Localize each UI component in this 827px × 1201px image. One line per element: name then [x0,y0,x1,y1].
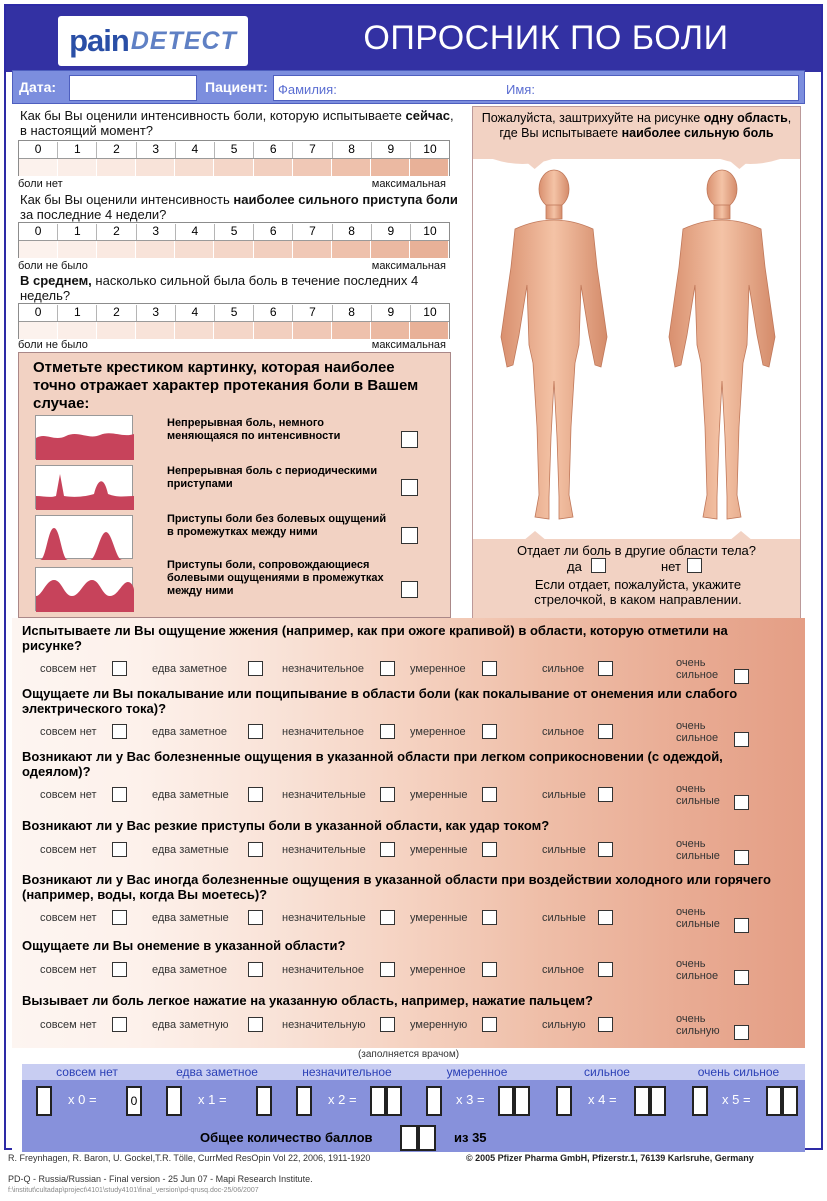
answer-checkbox[interactable] [380,962,395,977]
multiplier: x 4 = [588,1092,617,1107]
result-box[interactable] [386,1086,402,1116]
pattern-desc-4: Приступы боли, сопровождающиеся болевыми ощущениями в промежутках между ними [167,559,384,597]
answer-option-label: совсем нет [40,726,97,738]
multiplier: x 2 = [328,1092,357,1107]
answer-option-label: сильные [542,844,586,856]
answer-option-label: совсем нет [40,1019,97,1031]
count-box[interactable] [166,1086,182,1116]
answer-checkbox[interactable] [380,787,395,802]
count-box[interactable] [692,1086,708,1116]
answer-option-label: совсем нет [40,964,97,976]
answer-checkbox[interactable] [598,724,613,739]
answer-option-label: умеренные [410,912,468,924]
answer-checkbox[interactable] [112,787,127,802]
result-box[interactable] [370,1086,386,1116]
answer-checkbox[interactable] [598,1017,613,1032]
pattern-checkbox-4[interactable] [401,581,418,598]
answer-option-label: умеренное [410,726,466,738]
answer-option-label: умеренное [410,964,466,976]
answer-option-label: сильное [542,663,585,675]
answer-option-label: совсем нет [40,912,97,924]
patient-name-field[interactable] [273,75,799,101]
count-box[interactable] [36,1086,52,1116]
answer-option-label: сильные [542,912,586,924]
pattern-title: Отметьте крестиком картинку, которая наиболее точно отражает характер протекания боли в Вашем случае: [33,359,419,412]
result-box[interactable] [498,1086,514,1116]
radiation-note: Если отдает, пожалуйста, укажите стрелочкой, в каком направлении. [534,577,742,607]
radiation-section [473,539,800,619]
scale-numbers: 0 1 2 3 4 5 6 7 8 9 10 [19,305,449,321]
answer-checkbox[interactable] [380,842,395,857]
page-title: ОПРОСНИК ПО БОЛИ [363,19,729,57]
total-score-row [22,1122,805,1152]
answer-checkbox[interactable] [380,724,395,739]
count-box[interactable] [296,1086,312,1116]
answer-option-label: сильное [542,964,585,976]
scale-numbers: 0 1 2 3 4 5 6 7 8 9 10 [19,224,449,240]
answer-option-label: очень сильную [676,1013,720,1037]
score-category: незначительное [302,1065,392,1079]
answer-option-label: умеренную [410,1019,468,1031]
result-box[interactable] [634,1086,650,1116]
header-bar [6,6,821,72]
answer-option-label: едва заметное [152,663,228,675]
answer-checkbox[interactable] [380,661,395,676]
pattern-desc-3: Приступы боли без болевых ощущений в промежутках между ними [167,513,387,538]
scale-captions-average: боли не было максимальная [18,339,446,351]
footer-citation: R. Freynhagen, R. Baron, U. Gockel,T.R. Tölle, CurrMed ResOpin Vol 22, 2006, 1911-1920 [8,1153,371,1163]
pattern-checkbox-2[interactable] [401,479,418,496]
answer-checkbox[interactable] [734,918,749,933]
answer-option-label: умеренные [410,789,468,801]
answer-checkbox[interactable] [482,1017,497,1032]
result-box[interactable] [256,1086,272,1116]
pattern-attacks-icon [35,465,133,509]
symptom-question: Возникают ли у Вас резкие приступы боли в указанной области, как удар током? [22,818,550,833]
answer-option-label: незначительные [282,844,366,856]
radiation-yes-label: да [567,559,582,574]
footer-filepath: f:\institut\cultadap\project\4101\study4101\final_version\pd-qrusq.doc-25/06/2007 [8,1187,259,1194]
pattern-attacks-with-pain-icon [35,567,133,611]
answer-checkbox[interactable] [248,842,263,857]
scale-captions-worst: боли не было максимальная [18,260,446,272]
answer-checkbox[interactable] [482,962,497,977]
answer-option-label: совсем нет [40,789,97,801]
answer-option-label: едва заметные [152,844,229,856]
pain-scale-worst[interactable] [18,222,450,258]
total-score-box[interactable] [400,1125,418,1151]
first-name-label: Имя: [506,82,535,97]
paindetect-logo: pain DETECT [58,16,248,66]
doctor-scoring-section [12,1048,805,1152]
back-body-figure [669,170,775,519]
score-category: едва заметное [176,1065,258,1079]
answer-checkbox[interactable] [598,787,613,802]
result-box[interactable] [766,1086,782,1116]
answer-checkbox[interactable] [598,910,613,925]
answer-option-label: совсем нет [40,844,97,856]
answer-checkbox[interactable] [598,661,613,676]
answer-checkbox[interactable] [112,842,127,857]
answer-checkbox[interactable] [248,661,263,676]
scale-gradient-bar [19,240,449,258]
answer-checkbox[interactable] [248,910,263,925]
scale-gradient-bar [19,321,449,339]
answer-checkbox[interactable] [380,910,395,925]
count-box[interactable] [556,1086,572,1116]
doctor-note: (заполняется врачом) [357,1049,460,1060]
score-multipliers-row [22,1080,805,1122]
pain-pattern-section [18,352,451,618]
body-map-section [472,106,801,618]
scale-captions-now: боли нет максимальная [18,178,446,190]
result-box[interactable] [514,1086,530,1116]
answer-option-label: незначительную [282,1019,366,1031]
date-field[interactable] [69,75,197,101]
answer-option-label: очень сильное [676,720,719,744]
answer-checkbox[interactable] [112,962,127,977]
footer-copyright: © 2005 Pfizer Pharma GmbH, Pfizerstr.1, 76139 Karlsruhe, Germany [466,1153,754,1163]
answer-option-label: сильную [542,1019,586,1031]
surname-label: Фамилия: [278,82,337,97]
answer-option-label: умеренное [410,663,466,675]
answer-option-label: едва заметное [152,964,228,976]
answer-option-label: очень сильные [676,906,720,930]
radiation-no-checkbox[interactable] [687,558,702,573]
score-categories-row [22,1064,805,1080]
multiplier: x 1 = [198,1092,227,1107]
answer-checkbox[interactable] [734,669,749,684]
result-box[interactable]: 0 [126,1086,142,1116]
radiation-no-label: нет [661,559,681,574]
front-body-figure [501,170,607,519]
answer-checkbox[interactable] [112,661,127,676]
pattern-checkbox-1[interactable] [401,431,418,448]
answer-option-label: очень сильные [676,838,720,862]
pain-scale-average[interactable] [18,303,450,339]
symptom-question: Ощущаете ли Вы онемение в указанной области? [22,938,346,953]
answer-option-label: едва заметные [152,789,229,801]
answer-checkbox[interactable] [598,962,613,977]
intensity-average-question: В среднем, насколько сильной была боль в течение последних 4 недель? [20,273,419,303]
pain-scale-now[interactable] [18,140,450,176]
radiation-notch [473,531,802,541]
radiation-question: Отдает ли боль в другие области тела? [516,543,757,558]
answer-option-label: незначительное [282,726,364,738]
pattern-desc-1: Непрерывная боль, немного меняющаяся по интенсивности [167,417,341,442]
scale-gradient-bar [19,158,449,176]
pattern-attacks-no-pain-icon [35,515,133,559]
answer-option-label: умеренные [410,844,468,856]
answer-checkbox[interactable] [598,842,613,857]
body-figures[interactable] [473,167,802,539]
pattern-constant-icon [35,415,133,459]
answer-checkbox[interactable] [248,724,263,739]
symptom-questions [12,618,805,1048]
body-map-instructions: Пожалуйста, заштрихуйте на рисунке одну область, где Вы испытываете наиболее сильную боль [473,107,800,159]
answer-checkbox[interactable] [482,910,497,925]
symptom-question: Возникают ли у Вас болезненные ощущения в указанной области при легком соприкосновении (с одеждой, одеялом)? [22,749,723,779]
multiplier: x 3 = [456,1092,485,1107]
count-box[interactable] [426,1086,442,1116]
answer-checkbox[interactable] [734,732,749,747]
answer-option-label: едва заметное [152,726,228,738]
answer-option-label: очень сильное [676,958,719,982]
total-score-label: Общее количество баллов [200,1130,373,1145]
answer-option-label: незначительные [282,912,366,924]
answer-checkbox[interactable] [734,970,749,985]
answer-checkbox[interactable] [112,910,127,925]
score-category: совсем нет [56,1065,118,1079]
intensity-worst-question: Как бы Вы оценили интенсивность наиболее сильного приступа боли за последние 4 недели? [20,192,458,222]
patient-info-bar [12,70,805,104]
answer-option-label: совсем нет [40,663,97,675]
multiplier: x 5 = [722,1092,751,1107]
answer-option-label: незначительные [282,789,366,801]
answer-checkbox[interactable] [112,724,127,739]
answer-checkbox[interactable] [380,1017,395,1032]
score-category: очень сильное [697,1065,780,1079]
scale-numbers: 0 1 2 3 4 5 6 7 8 9 10 [19,142,449,158]
symptom-question: Ощущаете ли Вы покалывание или пощипывание в области боли (как покалывание от онемения или слабого электрического тока)? [22,686,738,716]
answer-checkbox[interactable] [248,1017,263,1032]
result-box[interactable] [782,1086,798,1116]
answer-checkbox[interactable] [734,795,749,810]
answer-checkbox[interactable] [482,787,497,802]
answer-checkbox[interactable] [248,962,263,977]
answer-checkbox[interactable] [482,842,497,857]
total-score-box[interactable] [418,1125,436,1151]
answer-option-label: незначительное [282,964,364,976]
answer-checkbox[interactable] [734,850,749,865]
intensity-now-question: Как бы Вы оценили интенсивность боли, которую испытываете сейчас, в настоящий момент? [20,108,454,138]
answer-option-label: очень сильные [676,783,720,807]
symptom-question: Вызывает ли боль легкое нажатие на указанную область, например, нажатие пальцем? [22,993,593,1008]
score-category: сильное [584,1065,630,1079]
answer-checkbox[interactable] [112,1017,127,1032]
answer-option-label: едва заметные [152,912,229,924]
multiplier: x 0 = [68,1092,97,1107]
symptom-question: Возникают ли у Вас иногда болезненные ощущения в указанной области при воздействии холодного или горячего (например, воды, когда Вы моетесь)? [22,872,771,902]
total-score-suffix: из 35 [454,1130,487,1145]
answer-checkbox[interactable] [482,661,497,676]
answer-option-label: едва заметную [152,1019,229,1031]
pattern-checkbox-3[interactable] [401,527,418,544]
answer-option-label: незначительное [282,663,364,675]
answer-option-label: сильные [542,789,586,801]
score-category: умеренное [446,1065,508,1079]
answer-checkbox[interactable] [734,1025,749,1040]
result-box[interactable] [650,1086,666,1116]
date-label: Дата: [19,79,57,95]
radiation-yes-checkbox[interactable] [591,558,606,573]
answer-checkbox[interactable] [482,724,497,739]
pattern-desc-2: Непрерывная боль с периодическими приступами [167,465,378,490]
answer-option-label: сильное [542,726,585,738]
answer-option-label: очень сильное [676,657,719,681]
patient-label: Пациент: [205,79,268,95]
footer-version: PD-Q - Russia/Russian - Final version - 25 Jun 07 - Mapi Research Institute. [8,1174,313,1184]
symptom-question: Испытываете ли Вы ощущение жжения (например, как при ожоге крапивой) в области, которую отметили на рисунке? [22,623,728,653]
answer-checkbox[interactable] [248,787,263,802]
